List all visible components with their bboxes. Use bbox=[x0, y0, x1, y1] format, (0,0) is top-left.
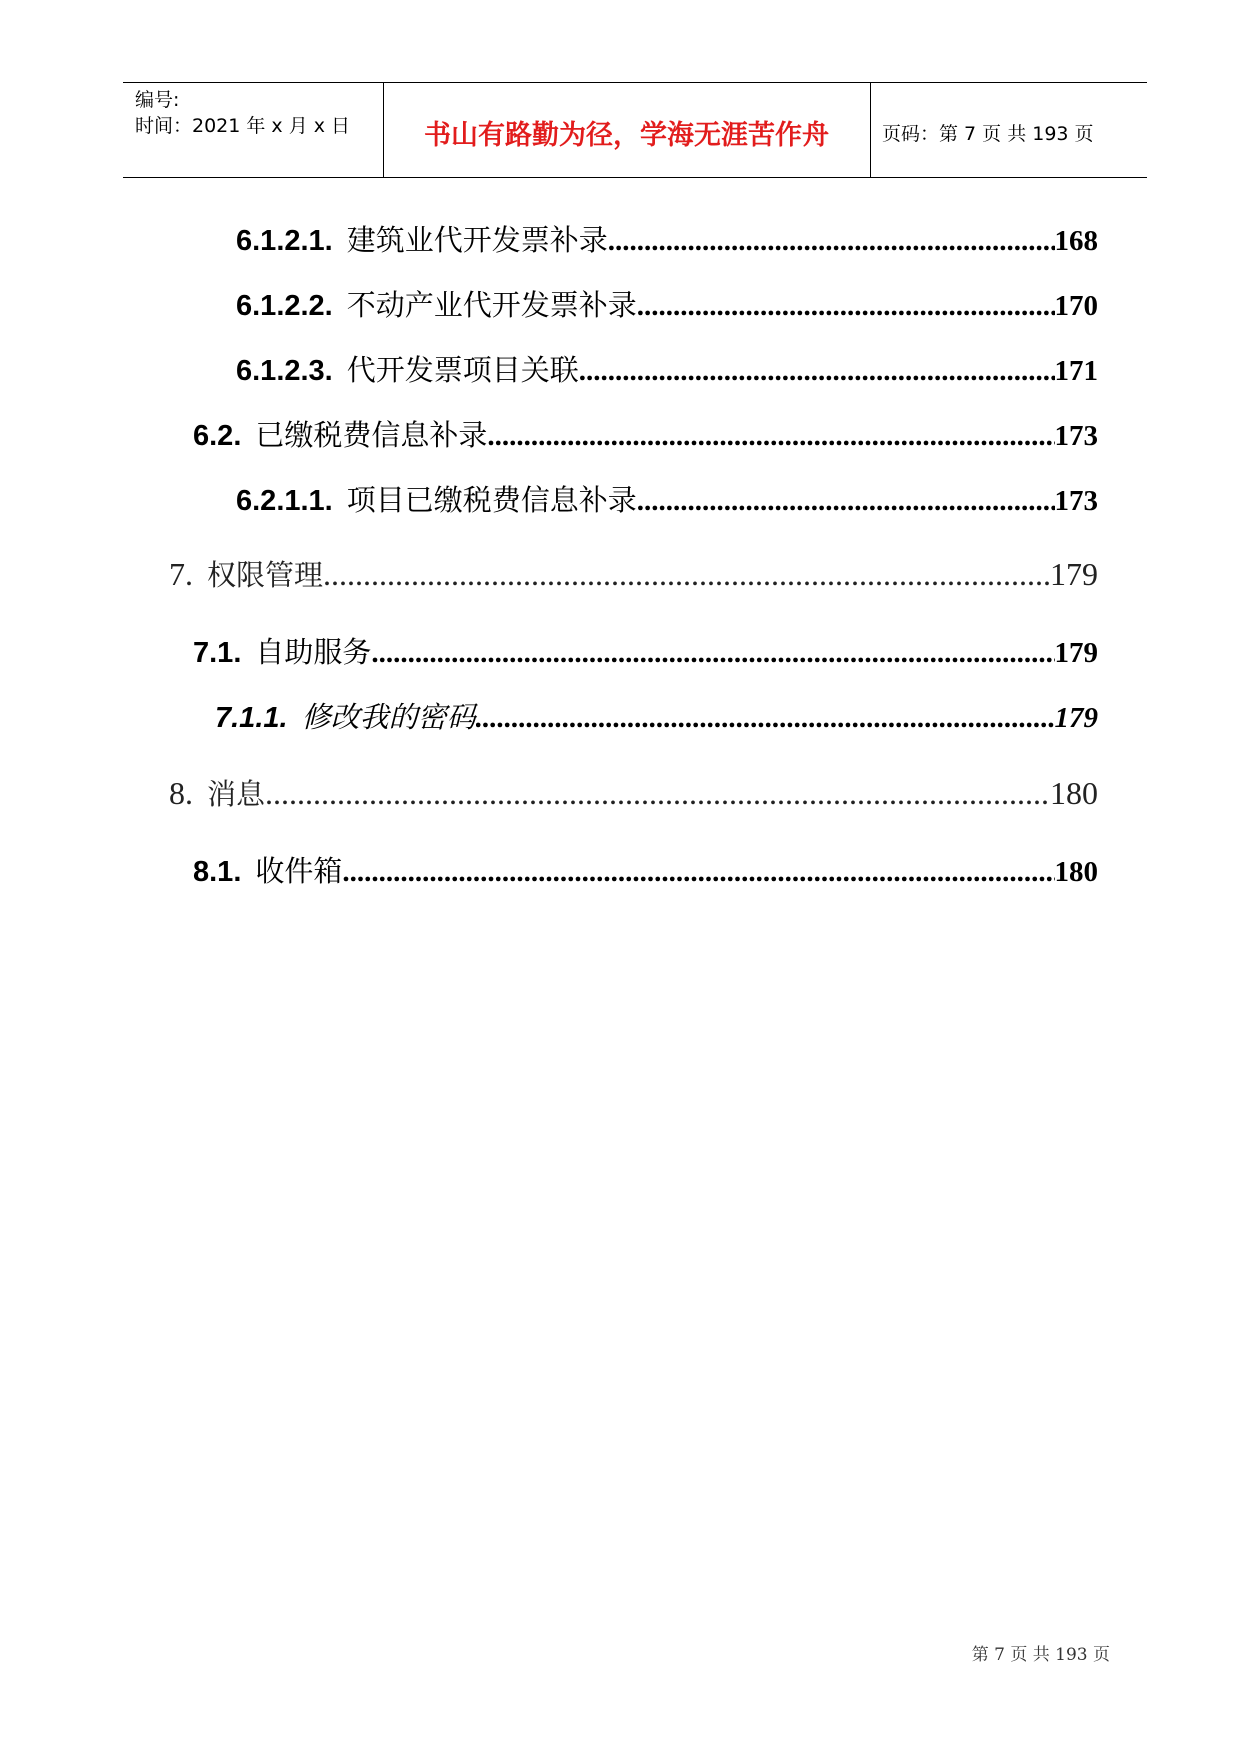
toc-entry-page: 179 bbox=[1054, 702, 1098, 734]
toc-entry[interactable] bbox=[236, 283, 1098, 324]
toc-entry[interactable] bbox=[193, 849, 1098, 890]
toc-entry-page: 168 bbox=[1054, 225, 1098, 257]
toc-entry-title: 修改我的密码 bbox=[301, 700, 476, 734]
toc-entry-title: 自助服务 bbox=[255, 635, 372, 669]
toc-dot-leader bbox=[637, 485, 1055, 518]
toc-entry-number: 6.2. bbox=[193, 420, 242, 452]
header-page-cell bbox=[870, 83, 1147, 177]
toc-entry-title: 代开发票项目关联 bbox=[346, 353, 579, 387]
toc-entry[interactable] bbox=[193, 630, 1098, 671]
toc-entry[interactable] bbox=[236, 478, 1098, 519]
header-motto: 书山有路勤为径，学海无涯苦作舟 bbox=[424, 120, 829, 151]
toc-dot-leader bbox=[487, 420, 1054, 453]
toc-entry-page: 180 bbox=[1054, 856, 1098, 888]
toc-entry-number: 6.1.2.3. bbox=[236, 355, 333, 387]
toc-entry-page: 179 bbox=[1050, 556, 1098, 592]
toc-entry[interactable] bbox=[236, 218, 1098, 259]
toc-dot-leader bbox=[637, 290, 1055, 323]
toc-entry[interactable] bbox=[169, 553, 1098, 594]
toc-entry-title: 已缴税费信息补录 bbox=[255, 418, 488, 452]
toc-entry-page: 173 bbox=[1054, 485, 1098, 517]
toc-entry[interactable] bbox=[193, 413, 1098, 454]
toc-dot-leader bbox=[608, 225, 1055, 258]
toc-dot-leader bbox=[265, 775, 1050, 812]
toc-dot-leader bbox=[476, 702, 1055, 735]
toc-entry-title: 消息 bbox=[207, 777, 266, 811]
toc-dot-leader bbox=[579, 355, 1055, 388]
toc-entry-title: 建筑业代开发票补录 bbox=[346, 223, 608, 257]
toc-dot-leader bbox=[342, 856, 1054, 889]
toc-entry-number: 7.1. bbox=[193, 637, 242, 669]
header-page-info: 页码：第 7 页 共 193 页 bbox=[882, 123, 1094, 145]
page-footer: 第 7 页 共 193 页 bbox=[971, 1645, 1110, 1665]
toc-entry-page: 179 bbox=[1054, 637, 1098, 669]
toc-entry-page: 173 bbox=[1054, 420, 1098, 452]
toc-entry-page: 171 bbox=[1054, 355, 1098, 387]
toc-entry[interactable] bbox=[169, 772, 1098, 813]
toc-entry-number: 8.1. bbox=[193, 856, 242, 888]
toc-entry[interactable] bbox=[215, 695, 1098, 736]
toc-entry-title: 权限管理 bbox=[207, 558, 324, 592]
toc-entry[interactable] bbox=[236, 348, 1098, 389]
toc-entry-number: 7.1.1. bbox=[215, 702, 288, 734]
toc-entry-title: 收件箱 bbox=[255, 854, 343, 888]
toc-entry-title: 不动产业代开发票补录 bbox=[346, 288, 637, 322]
toc-entry-number: 6.2.1.1. bbox=[236, 485, 333, 517]
toc-entry-page: 170 bbox=[1054, 290, 1098, 322]
toc-entry-title: 项目已缴税费信息补录 bbox=[346, 483, 637, 517]
header-motto-cell bbox=[383, 83, 871, 177]
toc-dot-leader bbox=[323, 556, 1050, 593]
document-number-label: 编号: bbox=[135, 89, 180, 111]
toc-entry-number: 8. bbox=[169, 775, 193, 811]
toc-entry-number: 6.1.2.2. bbox=[236, 290, 333, 322]
header-meta-cell bbox=[123, 83, 384, 177]
toc-entry-page: 180 bbox=[1050, 775, 1098, 811]
toc-entry-number: 7. bbox=[169, 556, 193, 592]
toc-dot-leader bbox=[371, 637, 1054, 670]
toc-entry-number: 6.1.2.1. bbox=[236, 225, 333, 257]
page-header bbox=[123, 82, 1147, 178]
document-date-label: 时间：2021 年 x 月 x 日 bbox=[135, 115, 351, 137]
